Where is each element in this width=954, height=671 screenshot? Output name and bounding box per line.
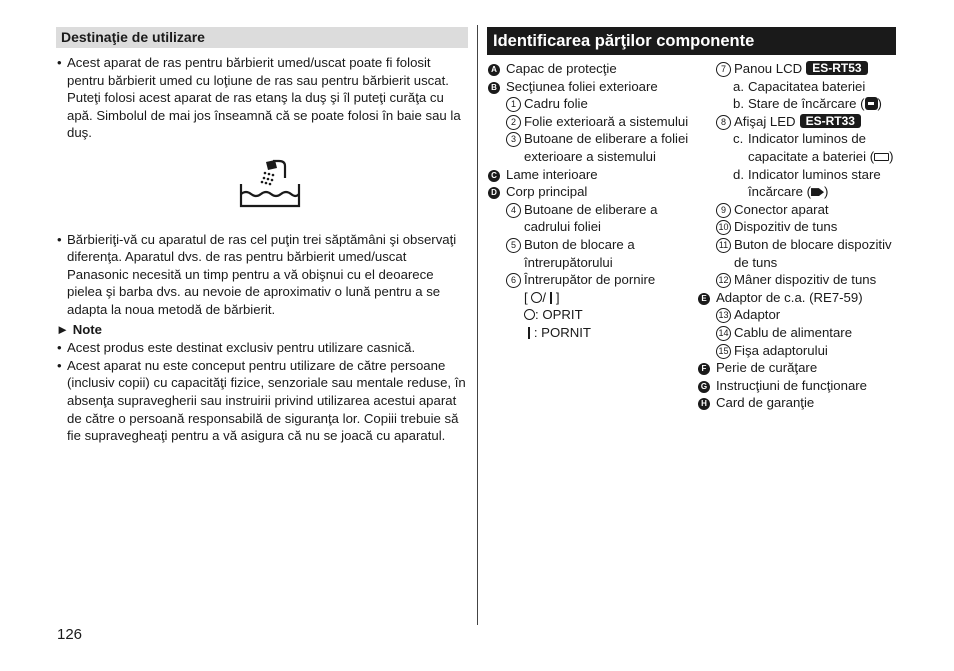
number-marker: 13	[716, 308, 731, 323]
part-item-8: 8 Afişaj LED ES-RT33	[697, 113, 907, 131]
part-item-15: 15 Fişa adaptorului	[697, 342, 907, 360]
part-item-5: 5 Buton de blocare a întrerupătorului	[487, 236, 692, 271]
letter-marker: H	[698, 398, 710, 410]
letter-marker: E	[698, 293, 710, 305]
number-marker: 4	[506, 203, 521, 218]
left-column	[56, 27, 468, 445]
parts-column-2	[697, 60, 907, 412]
part-item-13: 13 Adaptor	[697, 306, 907, 324]
list-item: • Acest aparat nu este conceput pentru utilizare de către persoane (inclusiv copii) cu capacităţi fizice, senzoriale sau mentale reduse, în absenţa supravegherii sau instruirii privind utilizarea acestui aparat de către o persoană responsabilă de siguranţa lor. Copiii trebuie să fie supravegheaţi pentru a vă asigura că nu se joacă cu aparatul.	[56, 357, 468, 445]
charging-icon	[811, 188, 824, 196]
letter-marker: A	[488, 64, 500, 76]
number-marker: 12	[716, 273, 731, 288]
part-item-f: F Perie de curăţare	[697, 359, 907, 377]
parts-column-1	[487, 60, 692, 342]
part-item-12: 12 Mâner dispozitiv de tuns	[697, 271, 907, 289]
part-item-b: B Secţiunea foliei exterioare	[487, 78, 692, 96]
part-item-7: 7 Panou LCD ES-RT53	[697, 60, 907, 78]
letter-marker: D	[488, 187, 500, 199]
part-item-e: E Adaptor de c.a. (RE7-59)	[697, 289, 907, 307]
switch-symbols: [ / ]	[524, 289, 560, 305]
switch-on-legend: : PORNIT	[487, 324, 692, 342]
note-heading: ► Note	[56, 321, 103, 337]
list-item: • Acest produs este destinat exclusiv pentru utilizare casnică.	[56, 339, 468, 357]
letter-marker: G	[698, 381, 710, 393]
model-badge: ES-RT33	[800, 114, 861, 128]
shower-bath-icon	[238, 158, 302, 210]
number-marker: 11	[716, 238, 731, 253]
number-marker: 2	[506, 115, 521, 130]
number-marker: 1	[506, 97, 521, 112]
part-item-9: 9 Conector aparat	[697, 201, 907, 219]
letter-marker: C	[488, 170, 500, 182]
part-item-14: 14 Cablu de alimentare	[697, 324, 907, 342]
number-marker: 10	[716, 220, 731, 235]
list-item: • Acest aparat de ras pentru bărbierit umed/uscat poate fi folosit pentru bărbierit umed cu loţiune de ras sau pentru bărbierit uscat. Puteţi folosi acest aparat de ras etanş la duş şi îl puteţi curăţa cu apă. Simbolul de mai jos înseamnă că se poate folosi în baie sau la duş.	[56, 54, 468, 142]
letter-marker: B	[488, 82, 500, 94]
part-item-1: 1 Cadru folie	[487, 95, 692, 113]
column-divider	[477, 25, 478, 625]
part-item-c: C Lame interioare	[487, 166, 692, 184]
number-marker: 9	[716, 203, 731, 218]
power-on-icon	[550, 292, 553, 304]
section-heading-parts: Identificarea părţilor componente	[487, 27, 896, 55]
battery-outline-icon	[874, 153, 889, 161]
switch-off-legend: : OPRIT	[487, 306, 692, 324]
intended-use-list	[56, 54, 468, 142]
number-marker: 7	[716, 62, 731, 77]
part-item-6: 6 Întrerupător de pornire	[487, 271, 692, 289]
part-sub-a: a. Capacitatea bateriei	[733, 78, 866, 94]
letter-marker: F	[698, 363, 710, 375]
model-badge: ES-RT53	[806, 61, 867, 75]
part-sub-c: c. Indicator luminos de capacitate a bateriei ( )	[733, 131, 894, 164]
part-item-h: H Card de garanţie	[697, 394, 907, 412]
number-marker: 5	[506, 238, 521, 253]
power-off-icon	[524, 309, 535, 320]
number-marker: 3	[506, 132, 521, 147]
number-marker: 8	[716, 115, 731, 130]
part-item-d: D Corp principal	[487, 183, 692, 201]
section-heading-intended-use: Destinaţie de utilizare	[56, 27, 468, 48]
part-item-11: 11 Buton de blocare dispozitiv de tuns	[697, 236, 907, 271]
shaving-tip-list	[56, 231, 468, 319]
number-marker: 14	[716, 326, 731, 341]
part-sub-d: d. Indicator luminos stare încărcare ( )	[733, 166, 881, 200]
part-item-3: 3 Butoane de eliberare a foliei exterioare a sistemului	[487, 130, 692, 165]
list-item: • Bărbieriţi-vă cu aparatul de ras cel puţin trei săptămâni şi observaţi diferenţa. Aparatul dvs. de ras pentru bărbierit umed/uscat Panasonic necesită un timp pentru a vă obişnui cu el deoarece pielea şi barba dvs. au nevoie de aproximativ o lună pentru a se adapta la noua metodă de bărbierit.	[56, 231, 468, 319]
page-number: 126	[57, 626, 83, 643]
power-on-icon	[528, 327, 531, 339]
battery-icon	[865, 97, 878, 110]
part-sub-b: b. Stare de încărcare ( )	[733, 96, 882, 112]
number-marker: 6	[506, 273, 521, 288]
power-off-icon	[531, 292, 542, 303]
part-item-g: G Instrucţiuni de funcţionare	[697, 377, 907, 395]
part-item-10: 10 Dispozitiv de tuns	[697, 218, 907, 236]
number-marker: 15	[716, 344, 731, 359]
part-item-2: 2 Folie exterioară a sistemului	[487, 113, 692, 131]
part-item-4: 4 Butoane de eliberare a cadrului foliei	[487, 201, 692, 236]
note-list	[56, 339, 468, 445]
part-item-a: A Capac de protecţie	[487, 60, 692, 78]
